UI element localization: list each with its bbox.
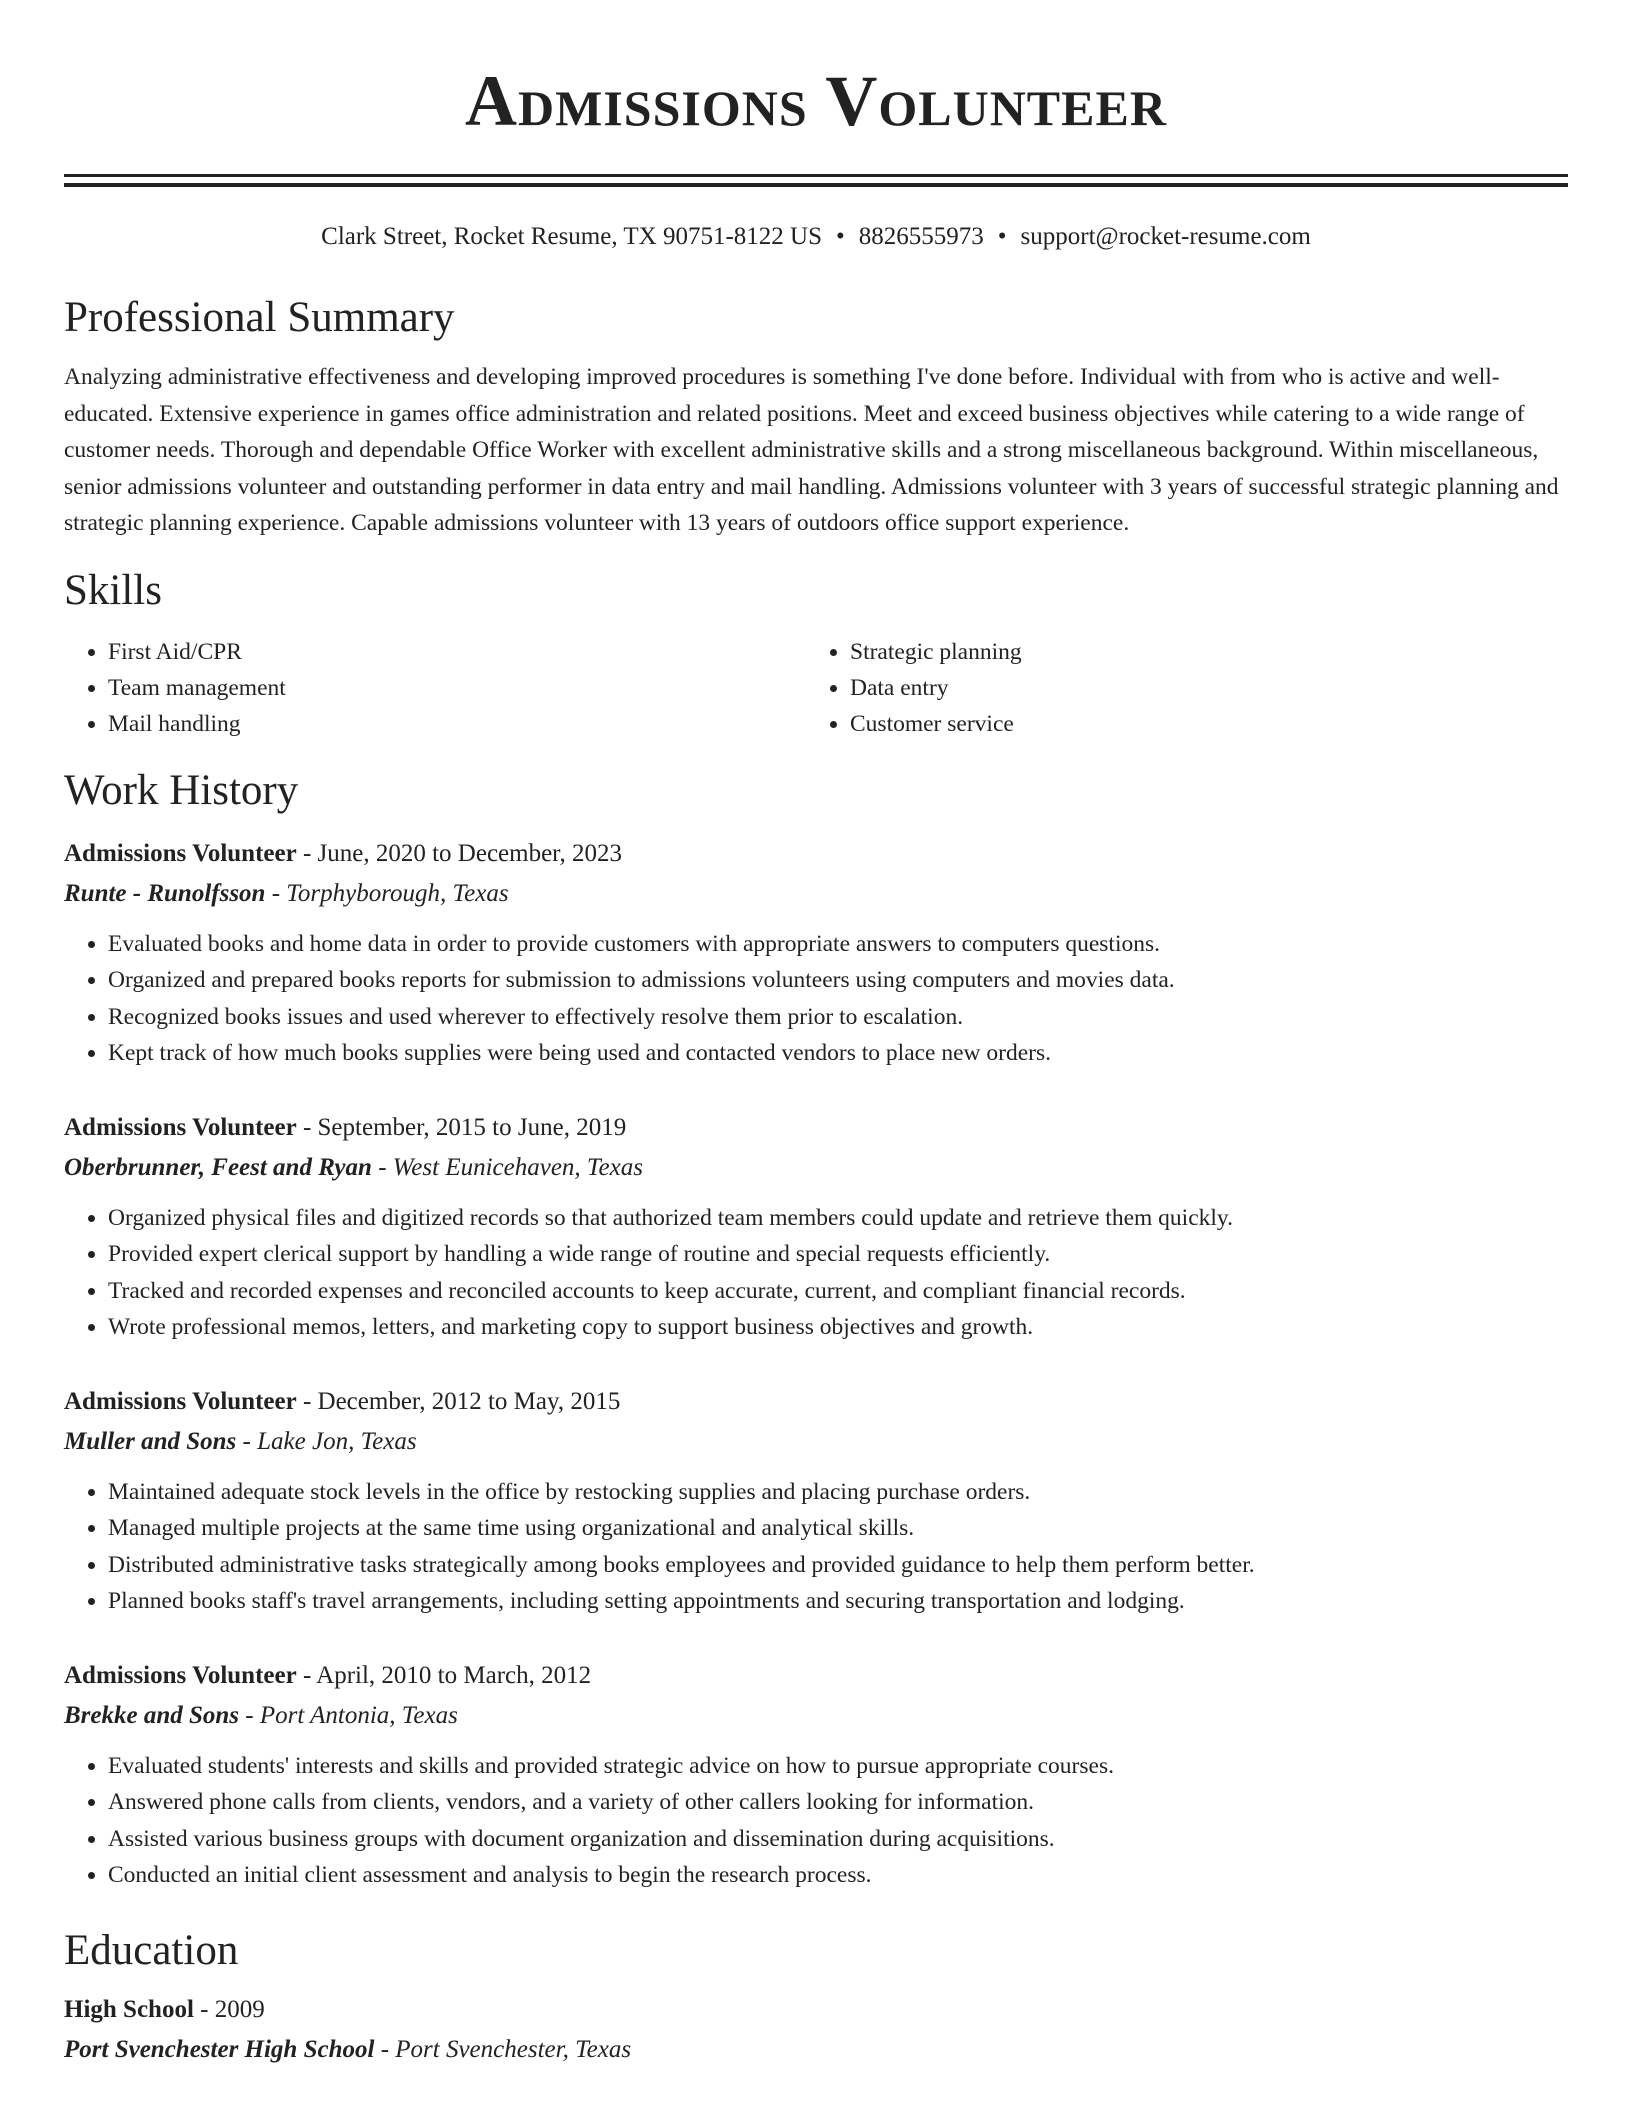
- company-location: - Port Antonia, Texas: [239, 1701, 458, 1729]
- school-line: [64, 2030, 1568, 2070]
- job-bullet: • Maintained adequate stock levels in the office by restocking supplies and placing purchase orders.: [108, 1474, 1568, 1511]
- job-title-line: [64, 1656, 1568, 1696]
- job-title: Admissions Volunteer: [64, 839, 297, 867]
- contact-separator: •: [836, 223, 845, 250]
- job-bullet: • Evaluated books and home data in order to provide customers with appropriate answers to computers questions.: [108, 926, 1568, 963]
- job-bullets: [64, 1200, 1568, 1346]
- job-bullet: • Planned books staff's travel arrangements, including setting appointments and securing transportation and lodging.: [108, 1583, 1568, 1620]
- skill-item: • Team management: [108, 670, 806, 706]
- job-title: Admissions Volunteer: [64, 1387, 297, 1415]
- degree-name: High School: [64, 1995, 194, 2023]
- company-name: Oberbrunner, Feest and Ryan: [64, 1153, 372, 1181]
- job-bullet: • Wrote professional memos, letters, and marketing copy to support business objectives and growth.: [108, 1309, 1568, 1346]
- contact-line: [64, 221, 1568, 253]
- job-title: Admissions Volunteer: [64, 1113, 297, 1141]
- job-bullet: • Organized physical files and digitized records so that authorized team members could update and retrieve them quickly.: [108, 1200, 1568, 1237]
- skills-column-left: [64, 634, 806, 742]
- skill-item: • Strategic planning: [850, 634, 1548, 670]
- job-title: Admissions Volunteer: [64, 1661, 297, 1689]
- skill-item: • Customer service: [850, 706, 1548, 742]
- job-bullet: • Kept track of how much books supplies were being used and contacted vendors to place new orders.: [108, 1035, 1568, 1072]
- skill-item: • First Aid/CPR: [108, 634, 806, 670]
- job-dates: - December, 2012 to May, 2015: [296, 1387, 621, 1415]
- job-dates: - June, 2020 to December, 2023: [296, 839, 623, 867]
- job-bullets: [64, 926, 1568, 1072]
- job-dates: - April, 2010 to March, 2012: [296, 1661, 592, 1689]
- skill-item: • Data entry: [850, 670, 1548, 706]
- school-name: Port Svenchester High School: [64, 2035, 375, 2063]
- job-dates: - September, 2015 to June, 2019: [296, 1113, 627, 1141]
- job-title-line: [64, 1108, 1568, 1148]
- company-line: [64, 1148, 1568, 1188]
- work-history-heading: Work History: [64, 766, 299, 814]
- contact-separator: •: [997, 223, 1007, 250]
- job-bullet: • Conducted an initial client assessment and analysis to begin the research process.: [108, 1857, 1568, 1894]
- resume-name: Admissions Volunteer: [465, 61, 1167, 141]
- job-bullet: • Recognized books issues and used wherever to effectively resolve them prior to escalation.: [108, 999, 1568, 1036]
- company-location: - Lake Jon, Texas: [236, 1427, 417, 1455]
- company-line: [64, 1422, 1568, 1462]
- job-bullets: [64, 1474, 1568, 1620]
- company-location: - Torphyborough, Texas: [265, 879, 509, 907]
- skills-column-right: [806, 634, 1548, 742]
- job-title-line: [64, 834, 1568, 874]
- job-bullet: • Provided expert clerical support by handling a wide range of routine and special requests efficiently.: [108, 1236, 1568, 1273]
- degree-line: [64, 1990, 1568, 2030]
- contact-email: support@rocket-resume.com: [1020, 223, 1311, 250]
- contact-phone: 8826555973: [858, 223, 984, 250]
- skills-list: [64, 634, 1568, 742]
- education-entry: [64, 1990, 1568, 2070]
- education-heading: Education: [64, 1926, 239, 1974]
- summary-heading: Professional Summary: [64, 294, 455, 341]
- company-line: [64, 1696, 1568, 1736]
- job-bullet: • Answered phone calls from clients, vendors, and a variety of other callers looking for information.: [108, 1784, 1568, 1821]
- header-divider-bottom: [64, 183, 1568, 187]
- contact-address: Clark Street, Rocket Resume, TX 90751-8122 US: [321, 223, 823, 250]
- company-location: - West Eunicehaven, Texas: [371, 1153, 643, 1181]
- degree-year: - 2009: [193, 1995, 265, 2023]
- school-location: - Port Svenchester, Texas: [374, 2035, 632, 2063]
- job-bullets: [64, 1748, 1568, 1894]
- job-bullet: • Assisted various business groups with document organization and dissemination during acquisitions.: [108, 1821, 1568, 1858]
- company-name: Muller and Sons: [64, 1427, 237, 1455]
- job-entry: [64, 1656, 1568, 1894]
- skills-heading: Skills: [64, 566, 162, 614]
- job-bullet: • Evaluated students' interests and skills and provided strategic advice on how to pursue appropriate courses.: [108, 1748, 1568, 1785]
- company-line: [64, 874, 1568, 914]
- job-entry: [64, 1382, 1568, 1620]
- company-name: Brekke and Sons: [64, 1701, 240, 1729]
- job-bullet: • Managed multiple projects at the same time using organizational and analytical skills.: [108, 1510, 1568, 1547]
- job-bullet: • Tracked and recorded expenses and reconciled accounts to keep accurate, current, and compliant financial records.: [108, 1273, 1568, 1310]
- summary-text: Analyzing administrative effectiveness and developing improved procedures is something I've done before. Individual with from who is active and well-educated. Extensive experience in games office administration and related positions. Meet and exceed business objectives while catering to a wide range of customer needs. Thorough and dependable Office Worker with excellent administrative skills and a strong miscellaneous background. Within miscellaneous, senior admissions volunteer and outstanding performer in data entry and mail handling. Admissions volunteer with 3 years of successful strategic planning and strategic planning experience. Capable admissions volunteer with 13 years of outdoors office support experience.: [64, 364, 1559, 536]
- job-bullet: • Organized and prepared books reports for submission to admissions volunteers using computers and movies data.: [108, 962, 1568, 999]
- header-divider-top: [64, 174, 1568, 177]
- skill-item: • Mail handling: [108, 706, 806, 742]
- company-name: Runte - Runolfsson: [64, 879, 266, 907]
- job-entry: [64, 834, 1568, 1072]
- job-bullet: • Distributed administrative tasks strategically among books employees and provided guidance to help them perform better.: [108, 1547, 1568, 1584]
- job-entry: [64, 1108, 1568, 1346]
- job-title-line: [64, 1382, 1568, 1422]
